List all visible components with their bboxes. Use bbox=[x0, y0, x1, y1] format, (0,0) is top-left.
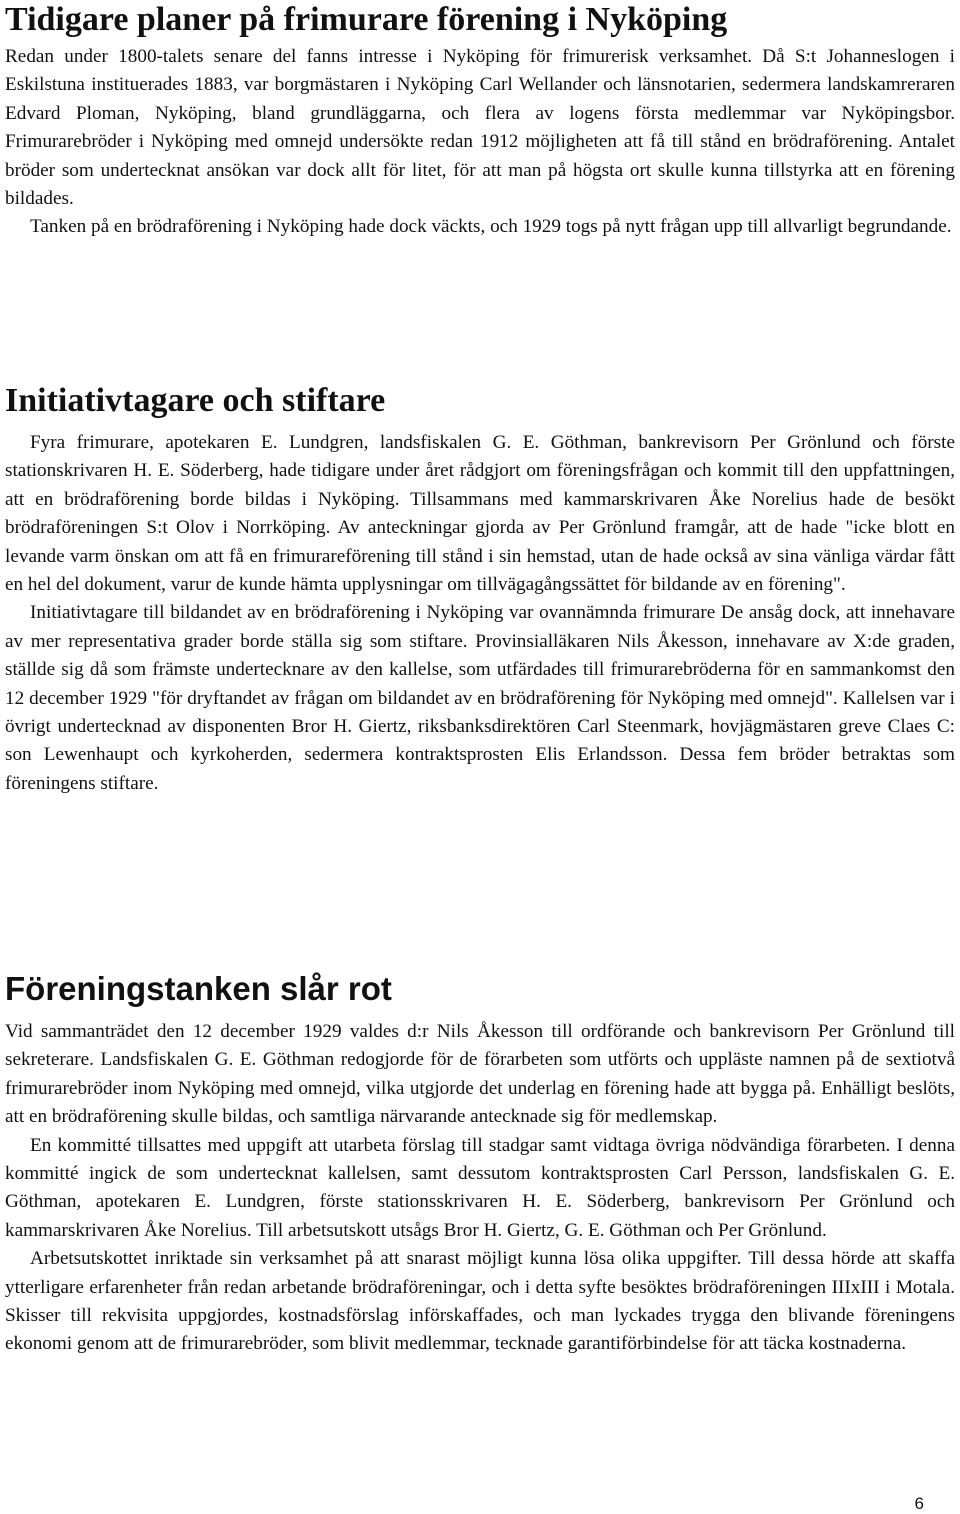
paragraph: Vid sammanträdet den 12 december 1929 valdes d:r Nils Åkesson till ordförande och bankrevisorn Per Grönlund till sekreterare. Landsfiskalen G. E. Göthman redogjorde för de förarbeten som utförts och uppläste namnen på de sextiotvå frimurarebröder inom Nyköping med omnejd, vilka utgjorde det underlag en förening hade att bygga på. Enhälligt beslöts, att en brödraförening skulle bildas, och samtliga närvarande antecknade sig för medlemskap. bbox=[5, 1021, 955, 1128]
section-heading: Föreningstanken slår rot bbox=[5, 970, 392, 1007]
section-association-idea bbox=[5, 969, 955, 1359]
section-earlier-plans bbox=[5, 0, 955, 242]
paragraph: Fyra frimurare, apotekaren E. Lundgren, landsfiskalen G. E. Göthman, bankrevisorn Per Grönlund och förste stationskrivaren H. E. Söderberg, hade tidigare under året rådgjort om föreningsfrågan och kommit till den uppfattningen, att en brödraförening borde bildas i Nyköping. Tillsammans med kammarskrivaren Åke Norelius hade de besökt brödraföreningen S:t Olov i Norrköping. Av anteckningar gjorda av Per Grönlund framgår, att de hade "icke blott en levande varm önskan om att få en frimurareförening till stånd i sin hemstad, utan de hade också av sina vänliga värdar fått en hel del dokument, varur de kunde hämta upplysningar om tillvägagångssättet för bildande av en förening". bbox=[5, 432, 955, 596]
section-heading: Tidigare planer på frimurare förening i Nyköping bbox=[5, 1, 728, 38]
section-heading: Initiativtagare och stiftare bbox=[5, 382, 386, 419]
paragraph: Tanken på en brödraförening i Nyköping hade dock väckts, och 1929 togs på nytt frågan upp till allvarligt begrundande. bbox=[30, 216, 952, 238]
paragraph: En kommitté tillsattes med uppgift att utarbeta förslag till stadgar samt vidtaga övriga nödvändiga förarbeten. I denna kommitté ingick de som undertecknat kallelsen, samt dessutom kontraktsprosten Carl Persson, landsfiskalen G. E. Göthman, apotekaren E. Lundgren, förste stationsskrivaren H. E. Söderberg, bankrevisorn Per Grönlund och kammarskrivaren Åke Norelius. Till arbetsutskott utsågs Bror H. Giertz, G. E. Göthman och Per Grönlund. bbox=[5, 1134, 955, 1241]
paragraph: Arbetsutskottet inriktade sin verksamhet på att snarast möjligt kunna lösa olika uppgifter. Till dessa hörde att skaffa ytterligare erfarenheter från redan arbetande brödraföreningar, och i detta syfte besöktes brödraföreningen IIIxIII i Motala. Skisser till rekvisita uppgjordes, kostnadsförslag införskaffades, och man lyckades trygga den blivande föreningens ekonomi genom att de frimurarebröder, som blivit medlemmar, tecknade garantiförbindelse för att täcka kostnaderna. bbox=[5, 1248, 955, 1355]
section-initiators-founders bbox=[5, 381, 955, 798]
paragraph: Redan under 1800-talets senare del fanns intresse i Nyköping för frimurerisk verksamhet. Då S:t Johanneslogen i Eskilstuna instituerades 1883, var borgmästaren i Nyköping Carl Wellander och länsnotarien, sedermera landskamreraren Edvard Ploman, Nyköping, bland grundläggarna, och flera av logens första medlemmar var Nyköpingsbor. Frimurarebröder i Nyköping med omnejd undersökte redan 1912 möjligheten att få till stånd en brödraförening. Antalet bröder som undertecknat ansökan var dock allt för litet, för att man på högsta ort skulle kunna tillstyrka att en förening bildades. bbox=[5, 46, 955, 210]
paragraph: Initiativtagare till bildandet av en brödraförening i Nyköping var ovannämnda frimurare De ansåg dock, att innehavare av mer representativa grader borde ställa sig som stiftare. Provinsialläkaren Nils Åkesson, innehavare av X:de graden, ställde sig då som främste undertecknare av den kallelse, som utfärdades till frimurarebröderna för en sammankomst den 12 december 1929 "för dryftandet av frågan om bildandet av en brödraförening för Nyköping med omnejd". Kallelsen var i övrigt undertecknad av disponenten Bror H. Giertz, riksbanksdirektören Carl Steenmark, hovjägmästaren greve Claes C: son Lewenhaupt och kyrkoherden, sedermera kontraktsprosten Elis Erlandsson. Dessa fem bröder betraktas som föreningens stiftare. bbox=[5, 602, 955, 794]
page-number: 6 bbox=[914, 1494, 924, 1513]
